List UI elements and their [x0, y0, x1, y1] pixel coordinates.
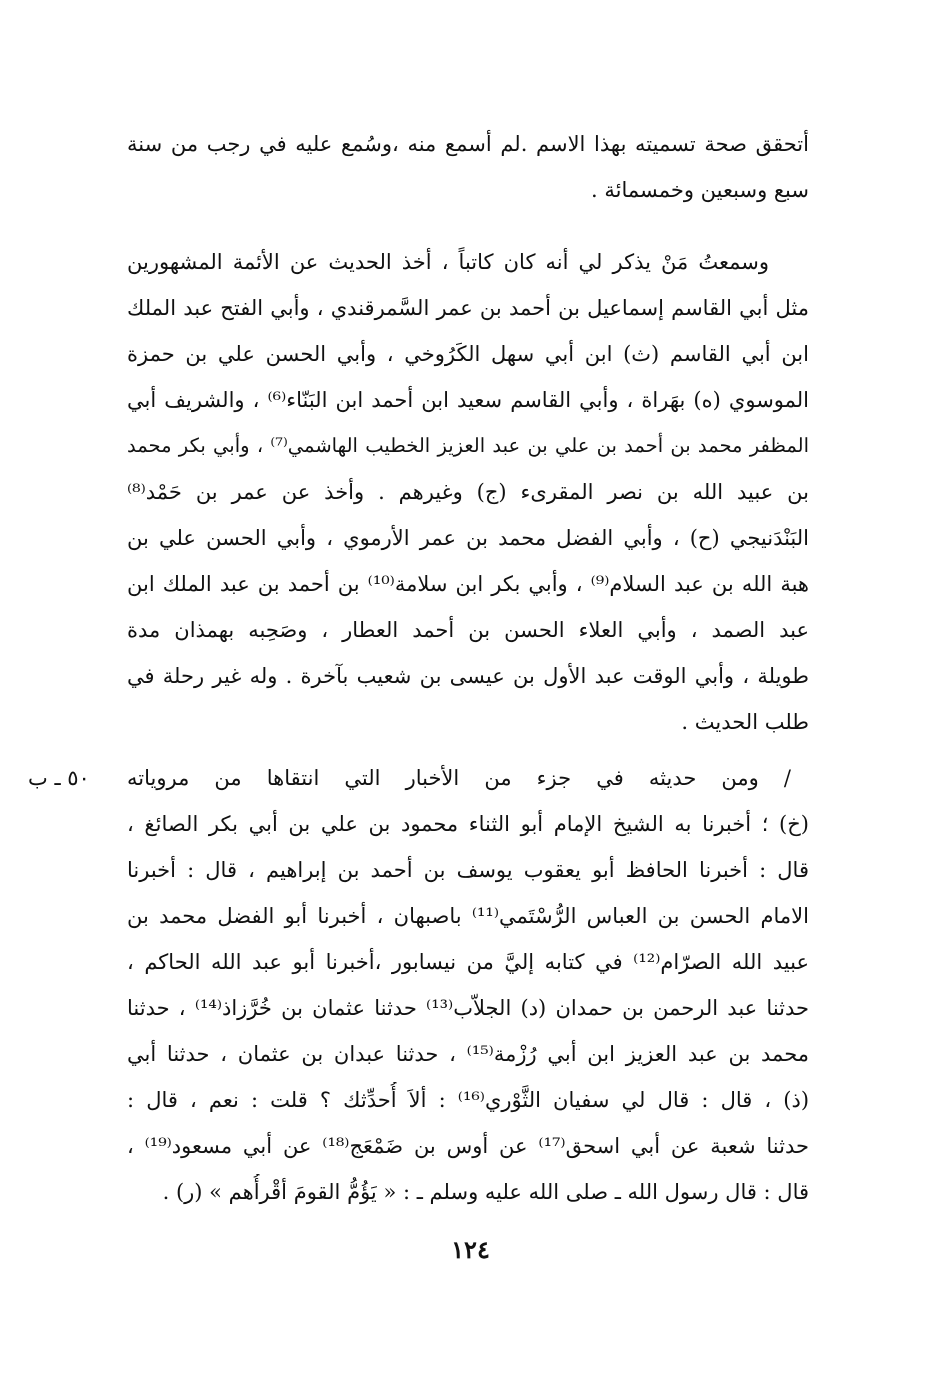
text-line: حدثنا شعبة عن أبي اسحق⁽¹⁷⁾ عن أوس بن ضَمْعَج⁽¹⁸⁾ عن أبي مسعود⁽¹⁹⁾ ،: [127, 1134, 809, 1158]
text-line: عبد الصمد ، وأبي العلاء الحسن بن أحمد العطار ، وصَحِبه بهمذان مدة: [127, 618, 809, 642]
margin-folio-note: ٥٠ ـ ب: [28, 766, 90, 790]
text-line: / ومن حديثه في جزء من الأخبار التي انتقاها من مروياته: [127, 766, 791, 790]
text-line: بن عبيد الله بن نصر المقرىء (ج) وغيرهم . وأخذ عن عمر بن حَمْد⁽⁸⁾: [127, 480, 809, 504]
text-line: طلب الحديث .: [681, 710, 809, 734]
text-line: وسمعتُ مَنْ يذكر لي أنه كان كاتباً ، أخذ الحديث عن الأئمة المشهورين: [127, 250, 769, 274]
text-line: حدثنا عبد الرحمن بن حمدان (د) الجلاّب⁽¹³⁾ حدثنا عثمان بن خُرَّزاذ⁽¹⁴⁾ ، حدثنا: [127, 996, 809, 1020]
text-line: هبة الله بن عبد السلام⁽⁹⁾ ، وأبي بكر ابن سلامة⁽¹⁰⁾ بن أحمد بن عبد الملك ابن: [127, 572, 809, 596]
text-line: الموسوي (ه) بهَراة ، وأبي القاسم سعيد ابن أحمد ابن البَنّاء⁽⁶⁾ ، والشريف أبي: [127, 388, 809, 412]
text-line: طويلة ، وأبي الوقت عبد الأول بن عيسى بن شعيب بآخرة . وله غير رحلة في: [127, 664, 809, 688]
text-line: ابن أبي القاسم (ث) ابن أبي سهل الكَرُوخي ، وأبي الحسن علي بن حمزة: [127, 342, 809, 366]
text-line: (ذ) ، قال : قال لي سفيان الثَّوْري⁽¹⁶⁾ : ألاَ أُحدِّثك ؟ قلت : نعم ، قال :: [127, 1088, 809, 1112]
text-line: مثل أبي القاسم إسماعيل بن أحمد بن عمر السَّمرقندي ، وأبي الفتح عبد الملك: [127, 296, 809, 320]
text-line: قال : أخبرنا الحافظ أبو يعقوب يوسف بن أحمد بن إبراهيم ، قال : أخبرنا: [127, 858, 809, 882]
text-line: قال : قال رسول الله ـ صلى الله عليه وسلم ـ : « يَؤُمُّ القومَ أقْرأُهم » (ر) .: [162, 1180, 809, 1204]
text-line: سبع وسبعين وخمسمائة .: [591, 178, 809, 202]
text-line: محمد بن عبد العزيز ابن أبي رُزْمة⁽¹⁵⁾ ، حدثنا عبدان بن عثمان ، حدثنا أبي: [127, 1042, 809, 1066]
text-line: الامام الحسن بن العباس الرُّسْتَمي⁽¹¹⁾ باصبهان ، أخبرنا أبو الفضل محمد بن: [127, 904, 809, 928]
text-line: أتحقق صحة تسميته بهذا الاسم .لم أسمع منه ،وسُمع عليه في رجب من سنة: [127, 132, 809, 156]
text-line: البَنْدَنيجي (ح) ، وأبي الفضل محمد بن عمر الأرموي ، وأبي الحسن علي بن: [127, 526, 809, 550]
text-line: (خ) ؛ أخبرنا به الشيخ الإمام أبو الثناء محمود بن علي بن أبي بكر الصائغ ،: [127, 812, 809, 836]
text-line: المظفر محمد بن أحمد بن علي بن عبد العزيز الخطيب الهاشمي⁽⁷⁾ ، وأبي بكر محمد: [127, 434, 809, 457]
page-number: ١٢٤: [451, 1235, 490, 1264]
text-line: عبيد الله الصرّام⁽¹²⁾ في كتابه إليَّ من نيسابور ،أخبرنا أبو عبد الله الحاكم ،: [127, 950, 809, 974]
